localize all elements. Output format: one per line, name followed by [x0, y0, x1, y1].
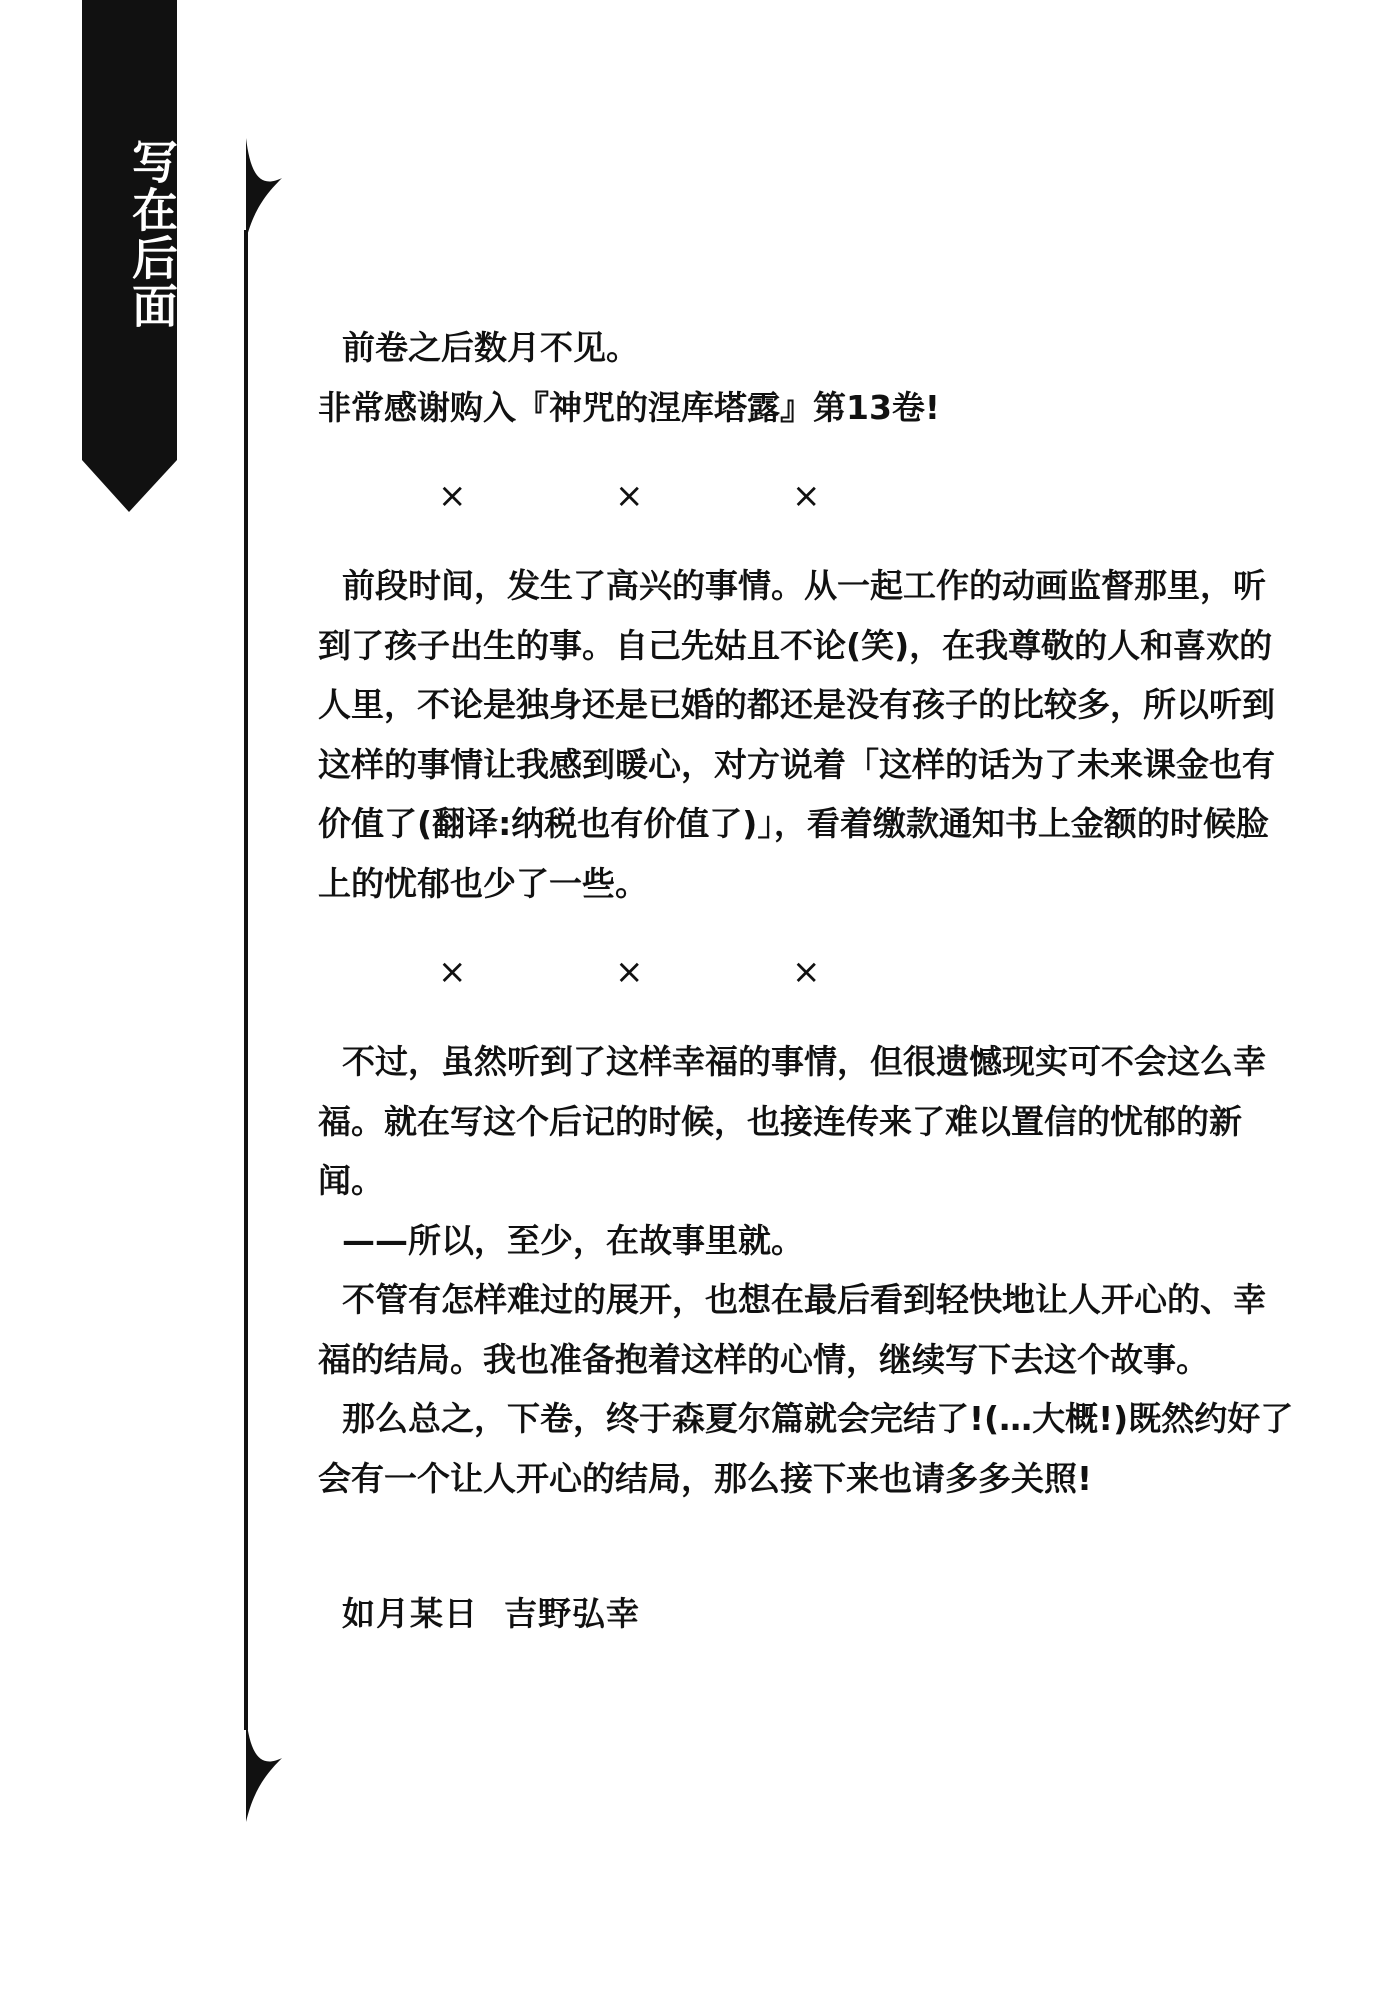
section-separator: [318, 437, 1298, 556]
separator-mark: ×: [792, 475, 821, 516]
separator-mark: ×: [438, 475, 467, 516]
paragraph-thanks: 非常感谢购入『神咒的涅库塔露』第13卷!: [318, 387, 940, 427]
decorative-vertical-rule: [232, 130, 302, 1830]
paragraph-so: ——所以，至少，在故事里就。: [342, 1220, 804, 1260]
paragraph-opening: 前卷之后数月不见。: [342, 328, 639, 367]
separator-mark: ×: [438, 951, 467, 992]
paragraph-next-volume: 那么总之，下卷，终于森夏尔篇就会完结了!(…大概!)既然约好了会有一个让人开心的结局，那么接下来也请多多关照!: [318, 1399, 1294, 1498]
paragraph-however: 不过，虽然听到了这样幸福的事情，但很遗憾现实可不会这么幸福。就在写这个后记的时候，也接连传来了难以置信的忧郁的新闻。: [318, 1042, 1266, 1200]
afterword-body: [318, 318, 1298, 1508]
page-title: 写在后面: [125, 138, 179, 330]
separator-mark: ×: [792, 951, 821, 992]
signoff-author: 吉野弘幸: [504, 1594, 640, 1633]
signoff: [342, 1588, 640, 1635]
separator-mark: ×: [615, 475, 644, 516]
title-banner: [82, 0, 177, 515]
signoff-date: 如月某日: [342, 1594, 478, 1633]
section-separator: [318, 913, 1298, 1032]
paragraph-ending: 不管有怎样难过的展开，也想在最后看到轻快地让人开心的、幸福的结局。我也准备抱着这样的心情，继续写下去这个故事。: [318, 1280, 1266, 1379]
paragraph-news: 前段时间，发生了高兴的事情。从一起工作的动画监督那里，听到了孩子出生的事。自己先姑且不论(笑)，在我尊敬的人和喜欢的人里，不论是独身还是已婚的都还是没有孩子的比较多，所以听到这样的事情让我感到暖心，对方说着「这样的话为了未来课金也有价值了(翻译:纳税也有价值了)」，看着缴款通知书上金额的时候脸上的忧郁也少了一些。: [318, 566, 1275, 903]
separator-mark: ×: [615, 951, 644, 992]
